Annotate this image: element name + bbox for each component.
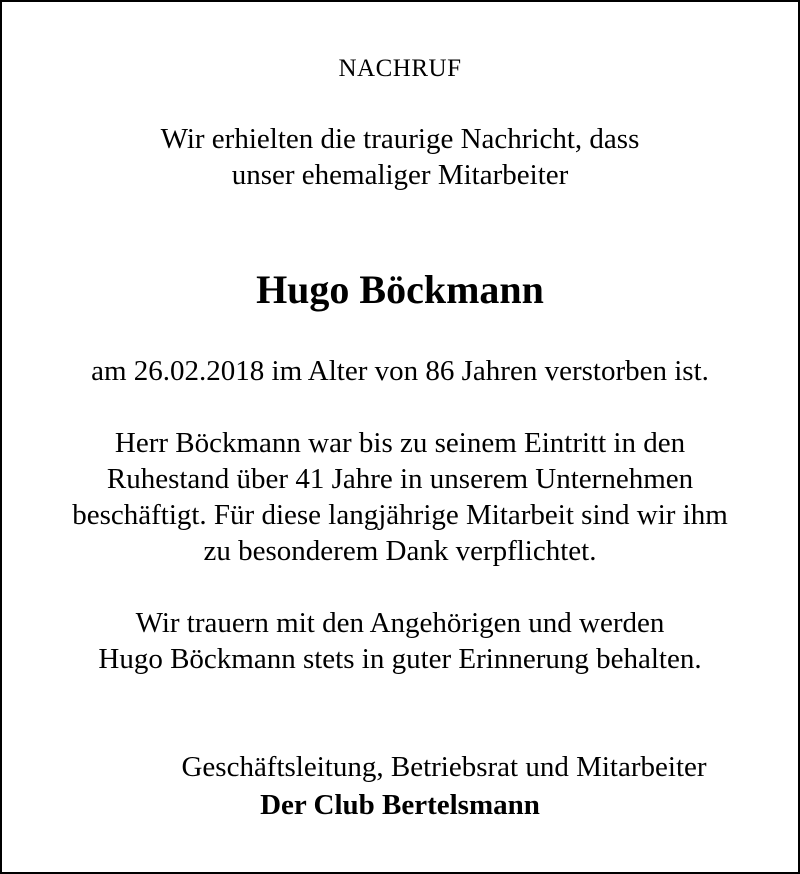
mourning-line-2: Hugo Böckmann stets in guter Erinnerung behalten.: [98, 643, 702, 675]
tribute-line-4: zu besonderem Dank verpflichtet.: [203, 535, 597, 567]
deceased-name: Hugo Böckmann: [256, 267, 544, 312]
death-date-line: am 26.02.2018 im Alter von 86 Jahren verstorben ist.: [91, 355, 709, 387]
notice-heading: NACHRUF: [338, 55, 462, 82]
intro-line-2: unser ehemaliger Mitarbeiter: [231, 159, 569, 191]
tribute-line-3: beschäftigt. Für diese langjährige Mitarbeit sind wir ihm: [72, 499, 728, 531]
signature-line: Geschäftsleitung, Betriebsrat und Mitarbeiter: [181, 751, 707, 783]
mourning-line-1: Wir trauern mit den Angehörigen und werden: [135, 607, 665, 639]
company-name: Der Club Bertelsmann: [260, 789, 540, 821]
tribute-line-2: Ruhestand über 41 Jahre in unserem Unternehmen: [106, 463, 694, 495]
intro-line-1: Wir erhielten die traurige Nachricht, dass: [160, 123, 640, 155]
tribute-line-1: Herr Böckmann war bis zu seinem Eintritt in den: [114, 427, 686, 459]
